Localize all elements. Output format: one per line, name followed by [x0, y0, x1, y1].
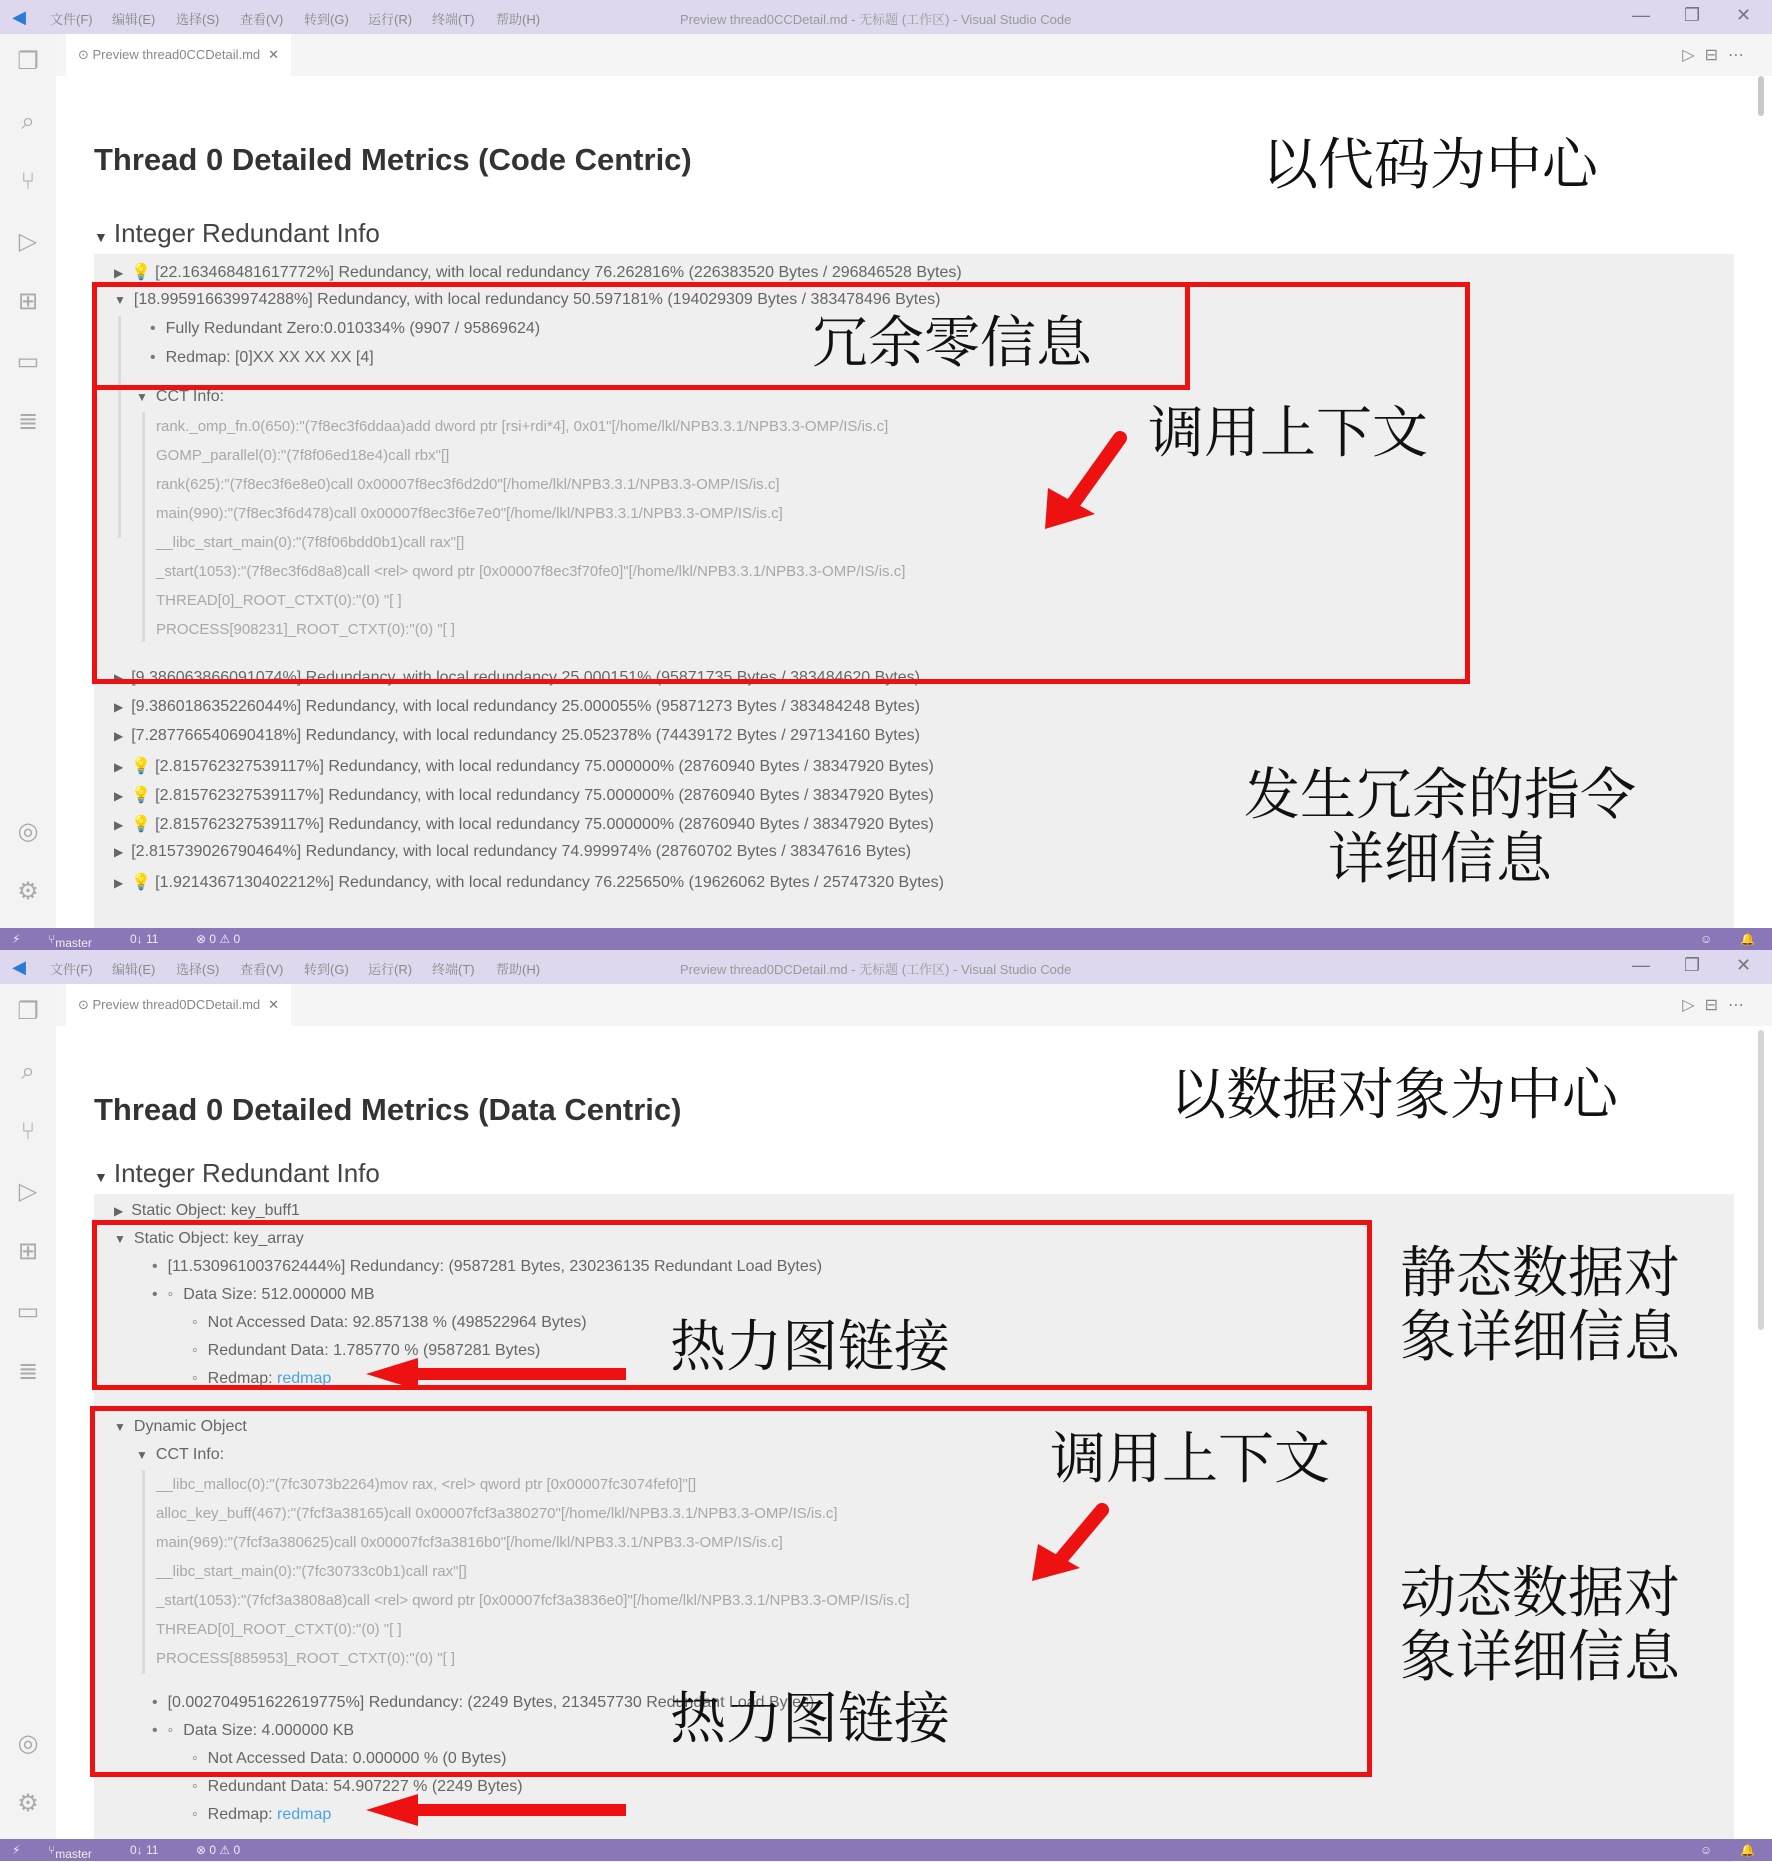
annotation-line: 发生冗余的指令 — [1244, 763, 1636, 828]
feedback-icon[interactable]: ☺ — [1700, 932, 1713, 946]
collapsed-triangle-icon: ▶ — [114, 266, 124, 280]
tab-preview[interactable] — [66, 984, 291, 1026]
feedback-icon[interactable]: ☺ — [1700, 1843, 1713, 1857]
annotation-heatmap-link: 热力图链接 — [670, 1315, 950, 1380]
static-object-row[interactable] — [114, 1202, 300, 1220]
run-debug-icon[interactable]: ▷ — [18, 228, 38, 255]
menu-help[interactable]: 帮助(H) — [496, 12, 541, 27]
remote-icon[interactable]: ⚡ — [12, 932, 21, 946]
list-item: ◦ Redmap: redmap — [192, 1806, 332, 1823]
source-control-icon[interactable]: ⑂ — [20, 168, 36, 195]
lightbulb-icon: 💡 — [131, 816, 152, 833]
menu-view[interactable]: 查看(V) — [240, 962, 284, 977]
collapsed-triangle-icon: ▶ — [114, 1204, 124, 1218]
menu-view[interactable]: 查看(V) — [240, 12, 284, 27]
activity-bar — [0, 984, 56, 1839]
annotation-zero-info: 冗余零信息 — [812, 311, 1092, 376]
section-heading[interactable] — [94, 218, 380, 249]
cct-frame: rank._omp_fn.0(650):"(7f8ec3f6ddaa)add dword ptr [rsi+rdi*4], 0x01"[/home/lkl/NPB3.3.1/NPB3.3-OMP/IS/is.c] — [156, 418, 889, 435]
annotation-line: 象详细信息 — [1400, 1305, 1680, 1371]
minimize-button[interactable]: — — [1632, 5, 1650, 25]
cct-frame: rank(625):"(7f8ec3f6e8e0)call 0x00007f8ec3f6d2d0"[/home/lkl/NPB3.3.1/NPB3.3-OMP/IS/is.c] — [156, 476, 780, 493]
menu-go[interactable]: 转到(G) — [304, 12, 349, 27]
page-title: Thread 0 Detailed Metrics (Data Centric) — [94, 1092, 682, 1127]
list-item: ◦ Redmap: redmap — [192, 1370, 332, 1387]
menu-terminal[interactable]: 终端(T) — [432, 962, 475, 977]
menu-selection[interactable]: 选择(S) — [176, 12, 220, 27]
minimize-button[interactable]: — — [1632, 955, 1650, 975]
tab-label: Preview thread0DCDetail.md — [92, 997, 261, 1012]
row-text: [22.163468481617772%] Redundancy, with local redundancy 76.262816% (226383520 Bytes / 296846528 Bytes) — [155, 264, 962, 281]
cct-frame: GOMP_parallel(0):"(7f8f06ed18e4)call rbx"[] — [156, 447, 450, 464]
expanded-triangle-icon: ▼ — [114, 1420, 126, 1434]
redmap-link[interactable]: redmap — [277, 1806, 332, 1823]
menu-terminal[interactable]: 终端(T) — [432, 12, 475, 27]
page-title: Thread 0 Detailed Metrics (Code Centric) — [94, 142, 692, 177]
editor-actions[interactable]: ▷⊟⋯ — [1682, 997, 1754, 1014]
notifications-icon[interactable]: 🔔 — [1740, 932, 1755, 946]
testing-icon[interactable]: ≣ — [17, 1358, 39, 1385]
cct-frame: PROCESS[885953]_ROOT_CTXT(0):"(0) "[ ] — [156, 1650, 456, 1667]
row-text: Static Object: key_buff1 — [131, 1202, 300, 1219]
explorer-icon[interactable]: ❐ — [17, 998, 39, 1025]
window-title: Preview thread0DCDetail.md - 无标题 (工作区) - Visual Studio Code — [680, 962, 1072, 977]
problems-indicator[interactable]: ⊗ 0 ⚠ 0 — [196, 932, 241, 946]
section-label: Integer Redundant Info — [113, 218, 380, 248]
tab-label: Preview thread0CCDetail.md — [92, 47, 261, 62]
annotation-line: 静态数据对 — [1400, 1241, 1680, 1306]
row-text: [18.995916639974288%] Redundancy, with local redundancy 50.597181% (194029309 Bytes / 383478496 Bytes) — [133, 291, 941, 308]
cct-frame: _start(1053):"(7f8ec3f6d8a8)call <rel> qword ptr [0x00007f8ec3f70fe0]"[/home/lkl/NPB3.3.1/NPB3.3-OMP/IS/is.c] — [156, 563, 906, 580]
vscode-logo-icon: ◀ — [12, 7, 26, 27]
row-text: Dynamic Object — [133, 1418, 247, 1435]
list-item: ◦ Redundant Data: 1.785770 % (9587281 Bytes) — [192, 1342, 541, 1359]
row-text: Static Object: key_array — [133, 1230, 304, 1247]
list-item: • ◦ Data Size: 4.000000 KB — [152, 1722, 355, 1739]
status-bar — [0, 928, 1772, 950]
search-icon[interactable]: ⌕ — [21, 1058, 35, 1085]
cct-frame: __libc_malloc(0):"(7fc3073b2264)mov rax, <rel> qword ptr [0x00007fc3074fef0]"[] — [156, 1476, 697, 1493]
section-heading[interactable] — [94, 1158, 380, 1189]
menu-go[interactable]: 转到(G) — [304, 962, 349, 977]
section-label: Integer Redundant Info — [113, 1158, 380, 1188]
run-debug-icon[interactable]: ▷ — [18, 1178, 38, 1205]
list-item: • ◦ Data Size: 512.000000 MB — [152, 1286, 375, 1303]
cct-label: CCT Info: — [155, 1446, 225, 1463]
lightbulb-icon: 💡 — [131, 264, 152, 281]
annotation-line: 详细信息 — [1328, 827, 1552, 893]
menu-help[interactable]: 帮助(H) — [496, 962, 541, 977]
list-item: • [0.002704951622619775%] Redundancy: (2249 Bytes, 213457730 Redundant Load Bytes) — [152, 1694, 815, 1711]
vscode-logo-icon: ◀ — [12, 957, 26, 977]
expand-triangle-icon: ▼ — [94, 229, 108, 245]
problems-indicator[interactable]: ⊗ 0 ⚠ 0 — [196, 1843, 241, 1857]
menu-edit[interactable]: 编辑(E) — [112, 12, 156, 27]
editor-tab-bar — [56, 34, 1772, 76]
cct-frame: PROCESS[908231]_ROOT_CTXT(0):"(0) "[ ] — [156, 621, 456, 638]
menu-run[interactable]: 运行(R) — [368, 962, 413, 977]
cct-frame: _start(1053):"(7fcf3a3808a8)call <rel> qword ptr [0x00007fcf3a3836e0]"[/home/lkl/NPB3.3.1/NPB3.3-OMP/IS/is.c] — [156, 1592, 910, 1609]
title-bar — [0, 950, 1772, 984]
redundancy-row[interactable]: ▶ [7.287766540690418%] Redundancy, with local redundancy 25.052378% (74439172 Bytes / 297134160 Bytes) — [114, 727, 920, 744]
red-arrow-icon — [1030, 1508, 1031, 1509]
lightbulb-icon: 💡 — [131, 758, 152, 775]
activity-bar — [0, 34, 56, 928]
explorer-icon[interactable]: ❐ — [17, 48, 39, 75]
lightbulb-icon: 💡 — [131, 874, 152, 891]
redmap-link[interactable]: redmap — [277, 1370, 332, 1387]
list-item: • Redmap: [0]XX XX XX XX [4] — [150, 349, 374, 366]
annotation-line: 象详细信息 — [1400, 1625, 1680, 1691]
settings-gear-icon[interactable]: ⚙ — [17, 1790, 39, 1817]
menu-edit[interactable]: 编辑(E) — [112, 962, 156, 977]
cct-frame: __libc_start_main(0):"(7fc30733c0b1)call rax"[] — [156, 1563, 467, 1580]
redundancy-row[interactable]: ▶ [9.386063866091074%] Redundancy, with local redundancy 25.000151% (95871735 Bytes / 383484620 Bytes) — [114, 669, 920, 686]
branch-indicator[interactable]: ⑂ master — [48, 932, 92, 950]
list-item: • [11.530961003762444%] Redundancy: (9587281 Bytes, 230236135 Redundant Load Bytes) — [152, 1258, 823, 1275]
extensions-icon[interactable]: ⊞ — [17, 1238, 39, 1265]
annotation-instruction-detail — [1240, 764, 1640, 893]
window-title: Preview thread0CCDetail.md - 无标题 (工作区) - Visual Studio Code — [680, 12, 1072, 27]
remote-explorer-icon[interactable]: ▭ — [16, 1298, 40, 1325]
close-tab-icon[interactable]: ✕ — [268, 997, 280, 1012]
annotation-heatmap-link: 热力图链接 — [670, 1687, 950, 1752]
menu-file[interactable]: 文件(F) — [50, 962, 93, 977]
annotation-line: 动态数据对 — [1400, 1561, 1680, 1626]
sync-indicator[interactable]: 0↓ 11 — [130, 1843, 159, 1857]
remote-explorer-icon[interactable]: ▭ — [16, 348, 40, 375]
vscode-window-data-centric — [0, 950, 1772, 1861]
expanded-triangle-icon: ▼ — [136, 390, 148, 404]
cct-frame: THREAD[0]_ROOT_CTXT(0):"(0) "[ ] — [156, 592, 402, 609]
scrollbar-thumb[interactable] — [1758, 76, 1764, 116]
list-item: ◦ Not Accessed Data: 0.000000 % (0 Bytes) — [192, 1750, 507, 1767]
annotation-code-centric: 以代码为中心 — [1262, 133, 1598, 198]
redundancy-row[interactable]: ▶ 💡 [1.9214367130402212%] Redundancy, with local redundancy 76.225650% (19626062 Bytes / 25747320 Bytes) — [114, 874, 944, 891]
annotation-dynamic-detail — [1400, 1562, 1680, 1691]
preview-icon: ⊙ — [78, 47, 93, 62]
account-icon[interactable]: ◎ — [17, 818, 39, 845]
red-arrow-icon — [366, 1810, 367, 1811]
cct-frame: main(990):"(7f8ec3f6d478)call 0x00007f8ec3f6e7e0"[/home/lkl/NPB3.3.1/NPB3.3-OMP/IS/is.c] — [156, 505, 783, 522]
status-bar — [0, 1839, 1772, 1861]
lightbulb-icon: 💡 — [131, 787, 152, 804]
expand-triangle-icon: ▼ — [94, 1169, 108, 1185]
notifications-icon[interactable]: 🔔 — [1740, 1843, 1755, 1857]
red-arrow-icon — [1040, 436, 1041, 437]
cct-frame: alloc_key_buff(467):"(7fcf3a38165)call 0x00007fcf3a380270"[/home/lkl/NPB3.3.1/NPB3.3-OMP/IS/is.c] — [156, 1505, 838, 1522]
annotation-call-context: 调用上下文 — [1050, 1427, 1330, 1492]
remote-icon[interactable]: ⚡ — [12, 1843, 21, 1857]
branch-indicator[interactable]: ⑂ master — [48, 1843, 92, 1861]
close-window-button[interactable]: ✕ — [1736, 955, 1752, 975]
menu-run[interactable]: 运行(R) — [368, 12, 413, 27]
expanded-triangle-icon: ▼ — [114, 293, 126, 307]
redundancy-row[interactable] — [114, 262, 962, 282]
redundancy-row[interactable]: ▶ [2.815739026790464%] Redundancy, with local redundancy 74.999974% (28760702 Bytes / 38347616 Bytes) — [114, 843, 912, 860]
list-item: ◦ Redundant Data: 54.907227 % (2249 Bytes) — [192, 1778, 523, 1795]
list-item: • Fully Redundant Zero:0.010334% (9907 / 95869624) — [150, 320, 541, 337]
close-tab-icon[interactable]: ✕ — [268, 47, 280, 62]
editor-tab-bar — [56, 984, 1772, 1026]
red-arrow-icon — [366, 1374, 367, 1375]
annotation-data-centric: 以数据对象为中心 — [1170, 1063, 1618, 1128]
restore-button[interactable]: ❐ — [1684, 955, 1701, 975]
tab-preview[interactable] — [66, 34, 291, 76]
annotation-call-context: 调用上下文 — [1148, 401, 1428, 466]
annotation-static-detail — [1400, 1242, 1680, 1371]
expanded-triangle-icon: ▼ — [136, 1448, 148, 1462]
editor-actions[interactable]: ▷⊟⋯ — [1682, 47, 1754, 64]
account-icon[interactable]: ◎ — [17, 1730, 39, 1757]
testing-icon[interactable]: ≣ — [17, 408, 39, 435]
settings-gear-icon[interactable]: ⚙ — [17, 878, 39, 905]
preview-icon: ⊙ — [78, 997, 93, 1012]
sync-indicator[interactable]: 0↓ 11 — [130, 932, 159, 946]
expanded-triangle-icon: ▼ — [114, 1232, 126, 1246]
redundancy-row[interactable]: ▶ 💡 [2.815762327539117%] Redundancy, with local redundancy 75.000000% (28760940 Bytes / 38347920 Bytes) — [114, 816, 934, 833]
cct-frame: THREAD[0]_ROOT_CTXT(0):"(0) "[ ] — [156, 1621, 402, 1638]
menu-file[interactable]: 文件(F) — [50, 12, 93, 27]
scrollbar-thumb[interactable] — [1758, 1030, 1764, 1330]
restore-button[interactable]: ❐ — [1684, 5, 1701, 25]
list-item: ◦ Not Accessed Data: 92.857138 % (498522964 Bytes) — [192, 1314, 587, 1331]
menu-selection[interactable]: 选择(S) — [176, 962, 220, 977]
title-bar — [0, 0, 1772, 34]
redundancy-row[interactable]: ▶ [9.386018635226044%] Redundancy, with local redundancy 25.000055% (95871273 Bytes / 383484248 Bytes) — [114, 698, 920, 715]
cct-frame: main(969):"(7fcf3a380625)call 0x00007fcf3a3816b0"[/home/lkl/NPB3.3.1/NPB3.3-OMP/IS/is.c] — [156, 1534, 783, 1551]
close-window-button[interactable]: ✕ — [1736, 5, 1752, 25]
search-icon[interactable]: ⌕ — [21, 108, 35, 135]
extensions-icon[interactable]: ⊞ — [17, 288, 39, 315]
cct-label: CCT Info: — [155, 388, 225, 405]
source-control-icon[interactable]: ⑂ — [20, 1118, 36, 1145]
redundancy-row[interactable]: ▶ 💡 [2.815762327539117%] Redundancy, with local redundancy 75.000000% (28760940 Bytes / 38347920 Bytes) — [114, 758, 934, 775]
redundancy-row[interactable]: ▶ 💡 [2.815762327539117%] Redundancy, with local redundancy 75.000000% (28760940 Bytes / 38347920 Bytes) — [114, 787, 934, 804]
cct-frame: __libc_start_main(0):"(7f8f06bdd0b1)call rax"[] — [156, 534, 465, 551]
